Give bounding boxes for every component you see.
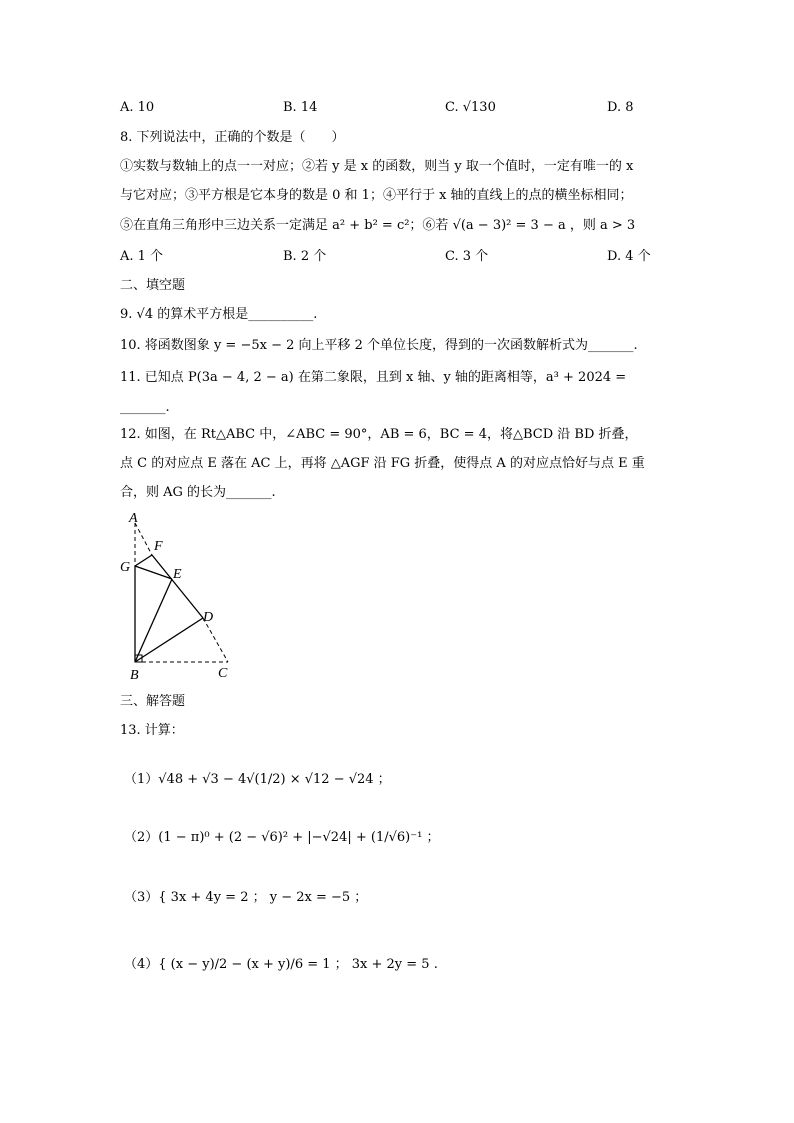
q10-text: 10. 将函数图象 y = −5x − 2 向上平移 2 个单位长度，得到的一次函数解析式为_______.: [120, 338, 638, 353]
section-solve-title: 三、解答题: [120, 694, 186, 709]
label-f: F: [154, 539, 163, 554]
label-d: D: [203, 610, 214, 625]
q13-item-4: （4）{ (x − y)/2 − (x + y)/6 = 1 ； 3x + 2y = 5 .: [124, 957, 438, 972]
q8-option-b: B. 2 个: [283, 249, 327, 264]
q7-option-b: B. 14: [283, 100, 318, 115]
q12-line-1: 12. 如图，在 Rt△ABC 中，∠ABC = 90°，AB = 6，BC = 4，将△BCD 沿 BD 折叠，: [120, 427, 638, 442]
q13-item-1: （1）√48 + √3 − 4√(1/2) × √12 − √24 ；: [124, 772, 391, 787]
label-e: E: [173, 567, 182, 582]
segment-gf: [135, 555, 152, 566]
q13-item-2: （2）(1 − π)⁰ + (2 − √6)² + |−√24| + (1/√6)⁻¹ ；: [124, 830, 440, 845]
q12-line-3: 合，则 AG 的长为_______.: [120, 485, 276, 500]
q9-text: 9. √4 的算术平方根是__________.: [120, 307, 318, 322]
q7-option-a: A. 10: [120, 100, 155, 115]
label-c: C: [218, 666, 228, 681]
q13-stem: 13. 计算：: [120, 723, 184, 738]
q7-option-d: D. 8: [607, 100, 634, 115]
q8-stem: 8. 下列说法中，正确的个数是（ ）: [120, 130, 345, 145]
label-g: G: [120, 560, 131, 575]
segment-af-dashed: [135, 523, 152, 555]
q8-line-2: 与它对应；③平方根是它本身的数是 0 和 1；④平行于 x 轴的直线上的点的横坐标相同；: [120, 188, 633, 203]
label-a: A: [129, 511, 138, 526]
segment-fd: [152, 555, 203, 618]
q7-option-c: C. √130: [445, 100, 496, 115]
label-b: B: [130, 668, 139, 683]
q8-line-3: ⑤在直角三角形中三边关系一定满足 a² + b² = c²；⑥若 √(a − 3)² = 3 − a ，则 a > 3: [120, 218, 636, 233]
q8-line-1: ①实数与数轴上的点一一对应；②若 y 是 x 的函数，则当 y 取一个值时，一定有唯一的 x: [120, 159, 634, 174]
q12-figure: [115, 510, 245, 685]
q8-option-d: D. 4 个: [607, 249, 651, 264]
q11-line-2: _______.: [120, 400, 170, 415]
q11-line-1: 11. 已知点 P(3a − 4, 2 − a) 在第二象限，且到 x 轴、y 轴的距离相等，a³ + 2024 =: [120, 370, 627, 385]
section-fill-in-title: 二、填空题: [120, 278, 186, 293]
q8-option-c: C. 3 个: [445, 249, 489, 264]
q12-line-2: 点 C 的对应点 E 落在 AC 上，再将 △AGF 沿 FG 折叠，使得点 A 的对应点恰好与点 E 重: [120, 456, 645, 471]
q8-option-a: A. 1 个: [120, 249, 164, 264]
q13-item-3: （3）{ 3x + 4y = 2 ； y − 2x = −5 ；: [124, 890, 368, 905]
